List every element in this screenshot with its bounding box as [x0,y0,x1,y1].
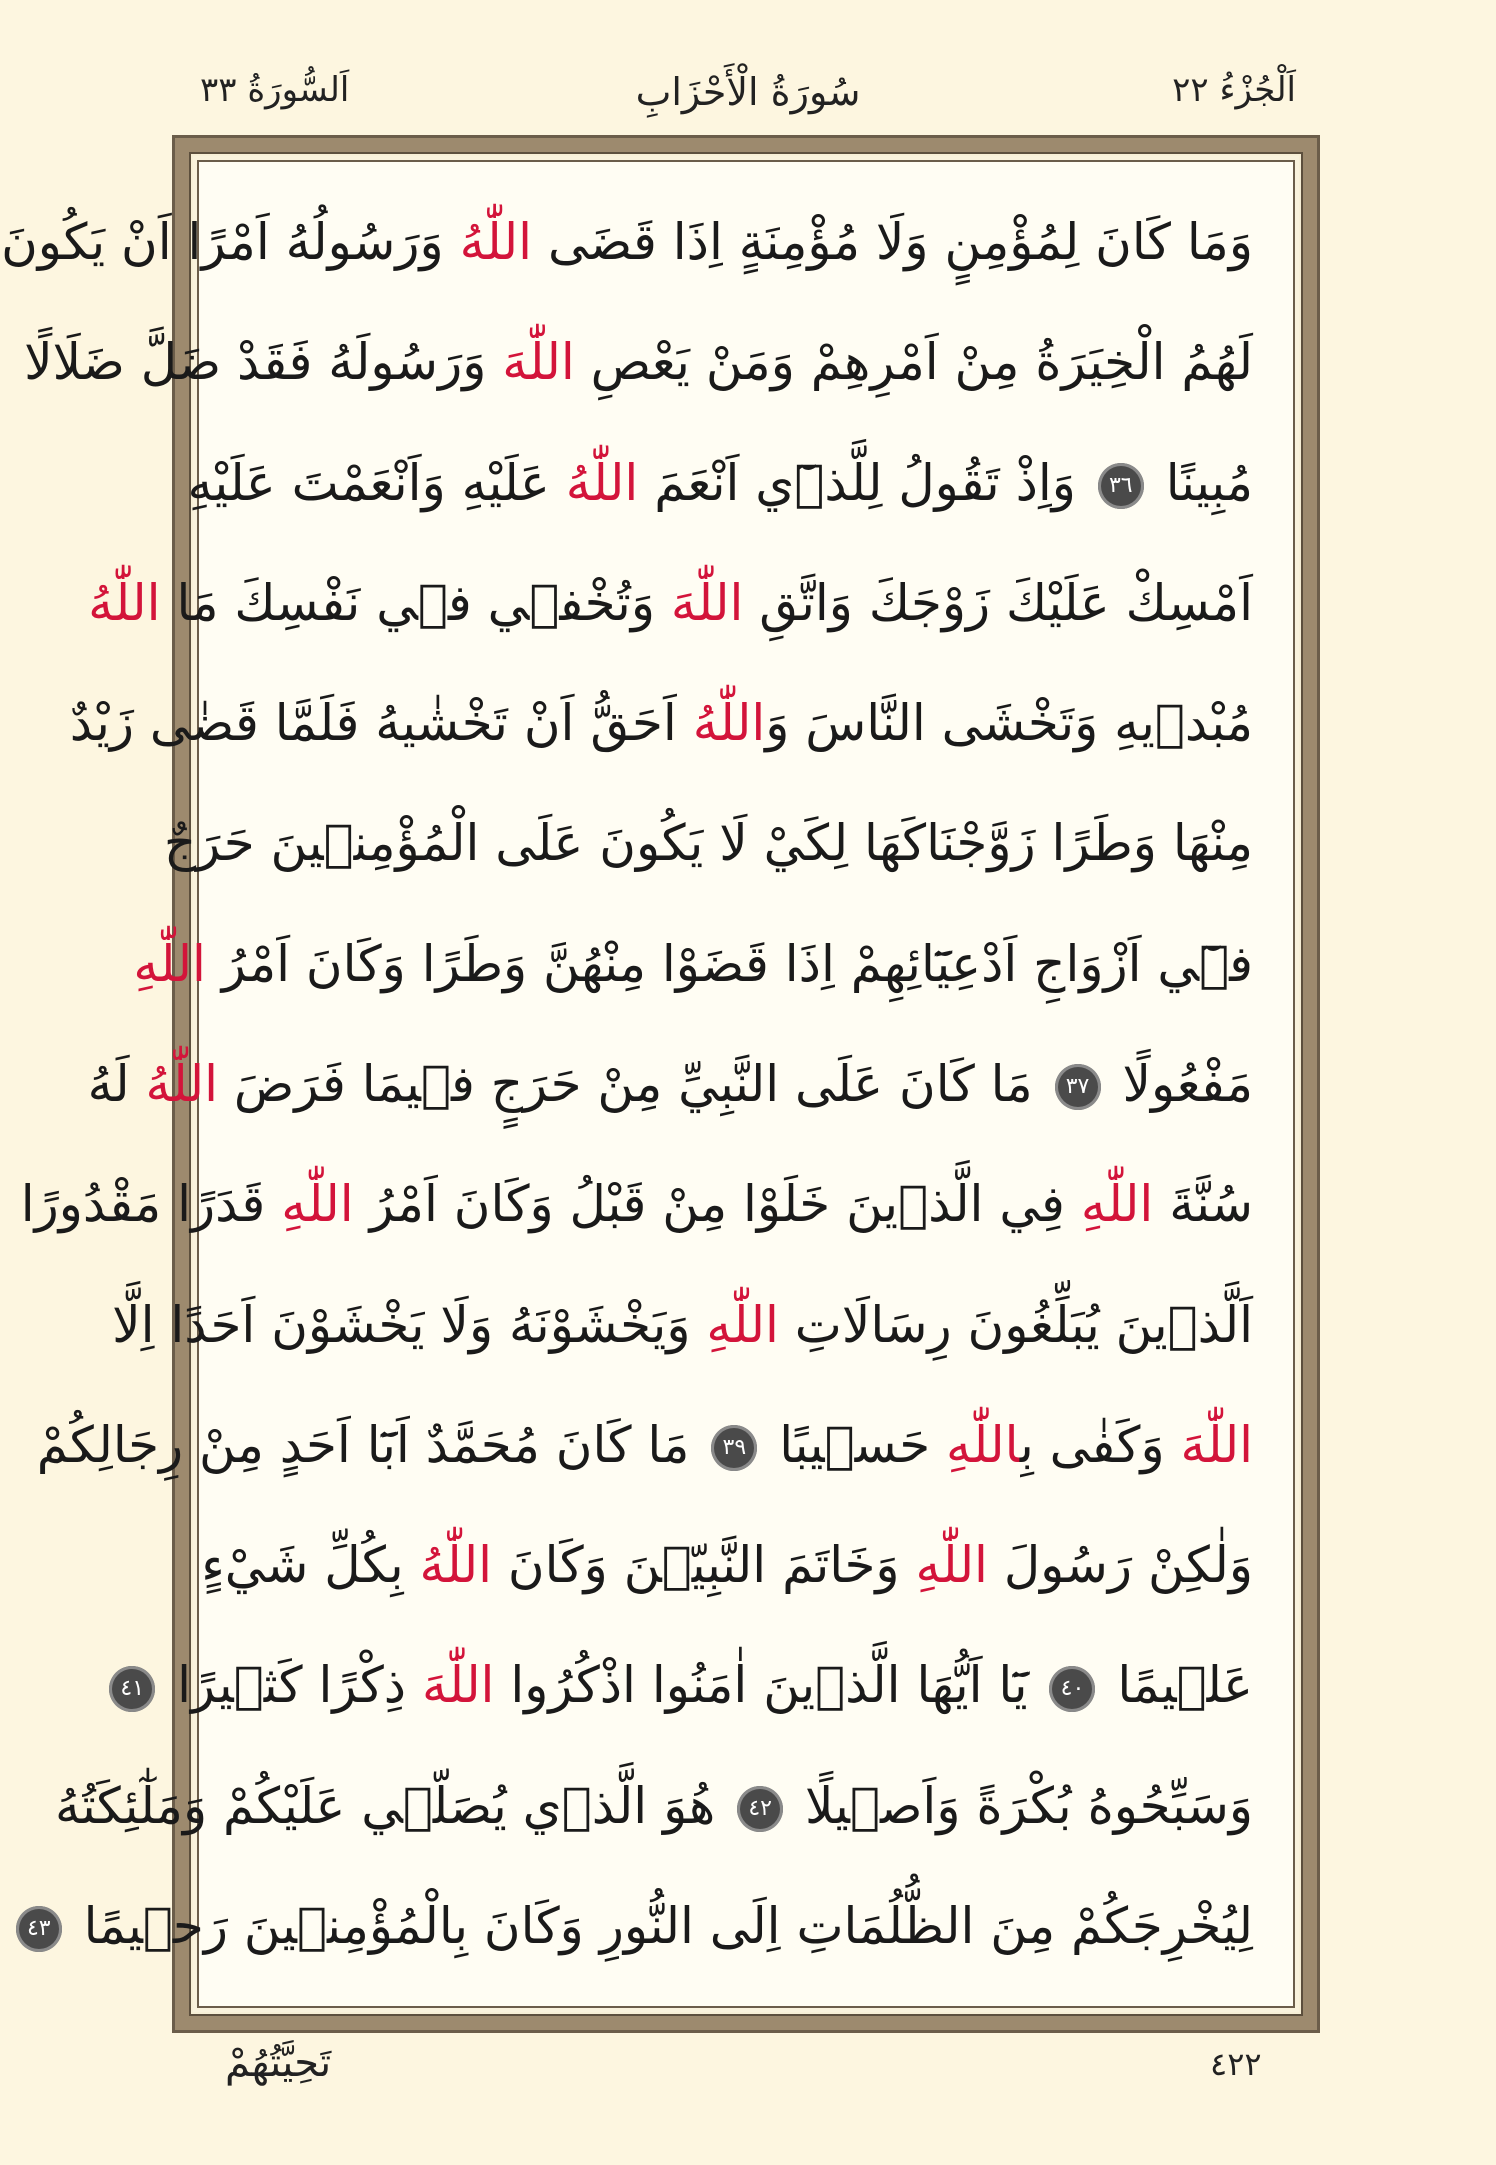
divine-name-highlight: اللّٰهِ [281,1175,354,1234]
page-header [200,60,1296,130]
verse-text: وَرَسُولَهُ فَقَدْ ضَلَّ ضَلَالًا [24,333,503,392]
verse-text: مَا كَانَ مُحَمَّدٌ اَبَٓا اَحَدٍ مِنْ رِجَالِكُمْ [36,1415,706,1474]
divine-name-highlight: اللّٰهُ [419,1536,493,1595]
text-line [163,785,1253,901]
juz-label: اَلْجُزْءُ ٢٢ [1172,70,1296,110]
divine-name-highlight: اللّٰهُ [565,453,639,512]
text-line [87,1026,1253,1142]
divine-name-highlight: اللّٰهِ [1080,1175,1154,1234]
ayah-number-marker: ٤٠ [1049,1666,1095,1712]
verse-text: عَل۪يمًا [1101,1656,1253,1715]
text-line [69,665,1253,781]
text-line [55,1748,1253,1864]
page-number: ٤٢٢ [1210,2045,1262,2083]
quran-text-body [1,184,1253,1984]
verse-text: اَحَقُّ اَنْ تَخْشٰيهُ فَلَمَّا قَضٰى زَيْدٌ [69,694,693,753]
text-line [26,1868,1253,1984]
verse-text: فِي الَّذ۪ينَ خَلَوْا مِنْ قَبْلُ وَكَانَ اَمْرُ [353,1175,1081,1234]
ayah-number-marker: ٣٧ [1055,1064,1101,1110]
divine-name-highlight: اللّٰهَ [1180,1415,1253,1474]
verse-text: مِنْهَا وَطَرًا زَوَّجْنَاكَهَا لِكَيْ لَا يَكُونَ عَلَى الْمُؤْمِن۪ينَ حَرَجٌ [163,814,1253,873]
ayah-number-marker: ٣٦ [1098,463,1144,509]
verse-text: وَمَا كَانَ لِمُؤْمِنٍ وَلَا مُؤْمِنَةٍ اِذَا قَضَى [532,213,1253,271]
text-line [120,1627,1253,1743]
surah-name-title: سُورَةُ الْأَحْزَابِ [635,70,861,114]
text-line [112,1267,1253,1383]
divine-name-highlight: اللّٰهُ [459,213,533,271]
divine-name-highlight: اللّٰهُ [145,1054,219,1113]
verse-text: حَس۪يبًا [763,1415,947,1474]
verse-text: مُبِينًا [1149,453,1253,512]
catchword: تَحِيَّتُهُمْ [225,2040,332,2086]
verse-text: لَهُ [87,1054,146,1113]
verse-text: ذِكْرًا كَث۪يرًا [161,1656,422,1715]
divine-name-highlight: اللّٰهِ [133,934,206,993]
text-line [201,1507,1253,1623]
text-line [24,304,1253,420]
text-panel [1,160,1295,2008]
page-frame [1,135,1320,2033]
verse-text: مُبْد۪يهِ وَتَخْشَى النَّاسَ وَ [765,694,1253,753]
verse-text: وَاِذْ تَقُولُ لِلَّذ۪ٓي اَنْعَمَ [638,453,1092,512]
ayah-number-marker: ٣٩ [711,1425,757,1471]
text-line [88,545,1253,661]
verse-text: وَتُخْف۪ي ف۪ي نَفْسِكَ مَا [160,573,671,632]
divine-name-highlight: اللّٰهِ [706,1295,779,1354]
verse-text: وَسَبِّحُوهُ بُكْرَةً وَاَص۪يلًا [789,1776,1253,1835]
text-line [187,425,1253,541]
divine-name-highlight: اللّٰهُ [88,573,161,632]
verse-text: يَٓا اَيُّهَا الَّذ۪ينَ اٰمَنُوا اذْكُرُوا [494,1656,1044,1715]
verse-text: اَلَّذ۪ينَ يُبَلِّغُونَ رِسَالَاتِ [778,1295,1253,1354]
verse-text: مَا كَانَ عَلَى النَّبِيِّ مِنْ حَرَجٍ ف۪يمَا فَرَضَ [218,1054,1049,1113]
ayah-number-marker: ٤٣ [16,1906,62,1952]
divine-name-highlight: اللّٰهِ [915,1536,988,1595]
divine-name-highlight: اللّٰهَ [670,573,744,632]
verse-text: بِكُلِّ شَيْءٍ [201,1536,420,1595]
verse-text: مَفْعُولًا [1106,1054,1253,1113]
verse-text: لِيُخْرِجَكُمْ مِنَ الظُّلُمَاتِ اِلَى النُّورِ وَكَانَ بِالْمُؤْمِن۪ينَ رَح۪يمًا [67,1896,1253,1955]
surah-number-label: اَلسُّورَةُ ٣٣ [200,70,350,110]
ayah-number-marker: ٤٢ [737,1786,783,1832]
verse-text: وَخَاتَمَ النَّبِيّ۪نَ وَكَانَ [492,1536,916,1595]
verse-text: قَدَرًا مَقْدُورًا [4,1175,282,1234]
verse-text: ف۪ٓي اَزْوَاجِ اَدْعِيَٓائِهِمْ اِذَا قَضَوْا مِنْهُنَّ وَطَرًا وَكَانَ اَمْرُ [205,934,1253,993]
text-line [4,1146,1253,1262]
ayah-number-marker: ٤١ [109,1666,155,1712]
verse-text: وَرَسُولُهُ اَمْرًا اَنْ يَكُونَ [1,213,460,271]
verse-text: اَمْسِكْ عَلَيْكَ زَوْجَكَ وَاتَّقِ [743,573,1253,632]
verse-text: عَلَيْهِ وَاَنْعَمْتَ عَلَيْهِ [187,453,566,512]
verse-text: وَلٰكِنْ رَسُولَ [987,1536,1253,1595]
divine-name-highlight: اللّٰهُ [692,694,766,753]
verse-text: وَيَخْشَوْنَهُ وَلَا يَخْشَوْنَ اَحَدًا اِلَّا [112,1295,707,1354]
verse-text: سُنَّةَ [1153,1175,1253,1234]
text-line [36,1387,1253,1503]
divine-name-highlight: اللّٰهَ [502,333,575,392]
verse-text: وَكَفٰى بِ [1019,1415,1181,1474]
text-line [1,184,1253,300]
divine-name-highlight: اللّٰهَ [421,1656,495,1715]
verse-text: هُوَ الَّذ۪ي يُصَلّ۪ي عَلَيْكُمْ وَمَلٰٓئِكَتُهُ [55,1776,732,1835]
verse-text: لَهُمُ الْخِيَرَةُ مِنْ اَمْرِهِمْ وَمَنْ يَعْصِ [574,333,1253,392]
divine-name-highlight: اللّٰهِ [946,1415,1020,1474]
text-line [133,906,1253,1022]
frame-border [1,154,1301,2014]
